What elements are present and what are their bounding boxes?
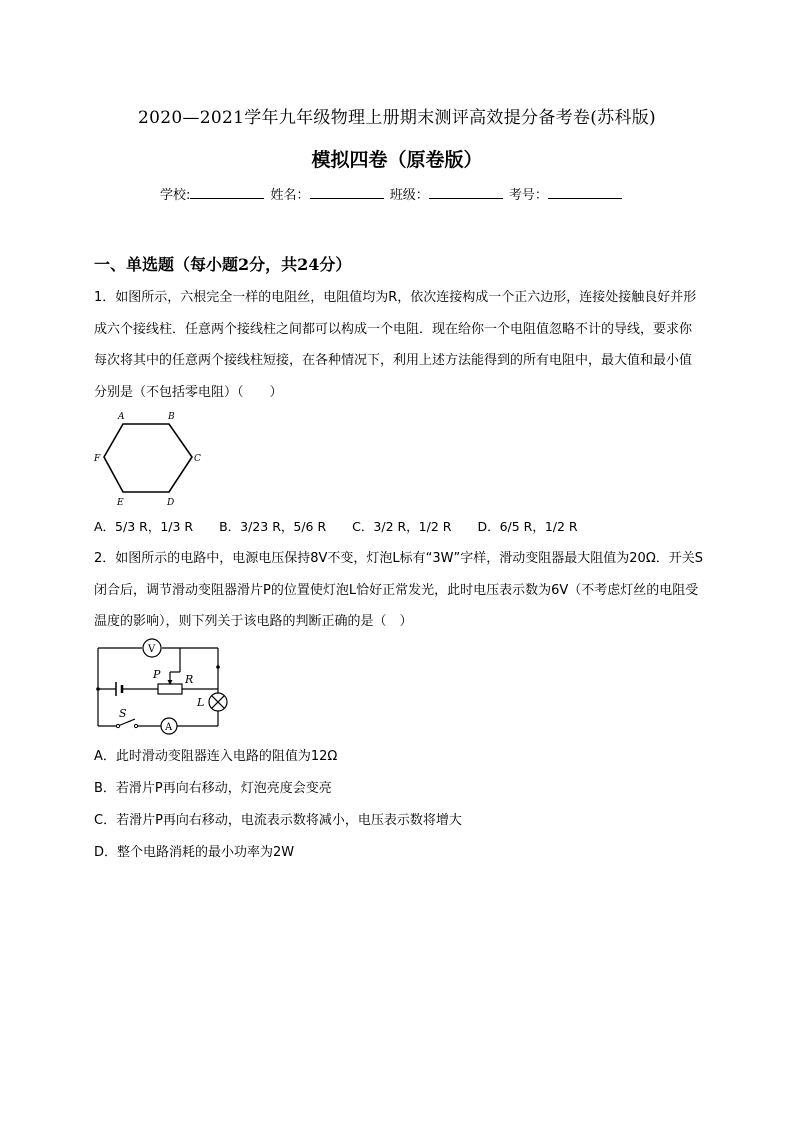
q2-option-c: C．若滑片P再向右移动，电流表示数将减小，电压表示数将增大 (94, 813, 462, 828)
vertex-label-e: E (117, 498, 124, 508)
switch-label: S (119, 707, 127, 720)
lamp-label: L (197, 696, 205, 709)
exam-no-label: 考号： (508, 188, 548, 203)
section-heading: 一、单选题（每小题2分，共24分） (94, 255, 352, 274)
school-label: 学校: (160, 188, 191, 203)
q1-option-b: B．3/23 R，5/6 R (219, 519, 327, 534)
hexagon-figure (90, 410, 210, 510)
name-blank (310, 186, 384, 199)
q2-option-d: D．整个电路消耗的最小功率为2W (94, 845, 295, 860)
rheostat-label: R (185, 673, 194, 686)
vertex-label-c: C (194, 454, 201, 464)
school-blank (190, 186, 264, 199)
rheostat-symbol (158, 684, 182, 694)
exam-subtitle: 模拟四卷（原卷版） (311, 149, 483, 171)
question-2-text: 2．如图所示的电路中，电源电压保持8V不变，灯泡L标有“3W”字样，滑动变阻器最大阻值为20Ω．开关S闭合后，调节滑动变阻器滑片P的位置使灯泡L恰好正常发光，此时电压表示数为6V（不考虑灯丝的电阻受温度的影响），则下列关于该电路的判断正确的是（ ） (94, 551, 704, 630)
vertex-label-b: B (168, 412, 175, 422)
class-blank (429, 186, 503, 199)
q1-option-d: D．6/5 R，1/2 R (477, 519, 578, 534)
q2-option-b: B．若滑片P再向右移动，灯泡亮度会变亮 (94, 781, 332, 796)
class-label: 班级： (389, 188, 429, 203)
q1-option-c: C．3/2 R，1/2 R (352, 519, 452, 534)
question-1-options (94, 517, 600, 535)
slider-label: P (153, 668, 161, 681)
vertex-label-a: A (118, 412, 125, 422)
hexagon-shape (104, 424, 192, 492)
student-info-line (160, 184, 624, 203)
name-label: 姓名： (270, 188, 310, 203)
vertex-label-d: D (167, 498, 175, 508)
q1-option-a: A．5/3 R，1/3 R (94, 519, 194, 534)
ammeter-label: A (165, 722, 173, 733)
circuit-figure (88, 635, 238, 735)
vertex-label-f: F (94, 454, 101, 464)
exam-title: 2020—2021学年九年级物理上册期末测评高效提分备考卷(苏科版) (138, 108, 656, 128)
exam-no-blank (548, 186, 622, 199)
question-1-text: 1．如图所示，六根完全一样的电阻丝，电阻值均为R，依次连接构成一个正六边形，连接处接触良好并形成六个接线柱．任意两个接线柱之间都可以构成一个电阻．现在给你一个电阻值忽略不计的导线，要求你每次将其中的任意两个接线柱短接，在各种情况下，利用上述方法能得到的所有电阻中，最大值和最小值分别是（不包括零电阻）（ ） (94, 290, 697, 401)
q2-option-a: A．此时滑动变阻器连入电路的阻值为12Ω (94, 749, 338, 764)
voltmeter-label: V (148, 644, 156, 655)
